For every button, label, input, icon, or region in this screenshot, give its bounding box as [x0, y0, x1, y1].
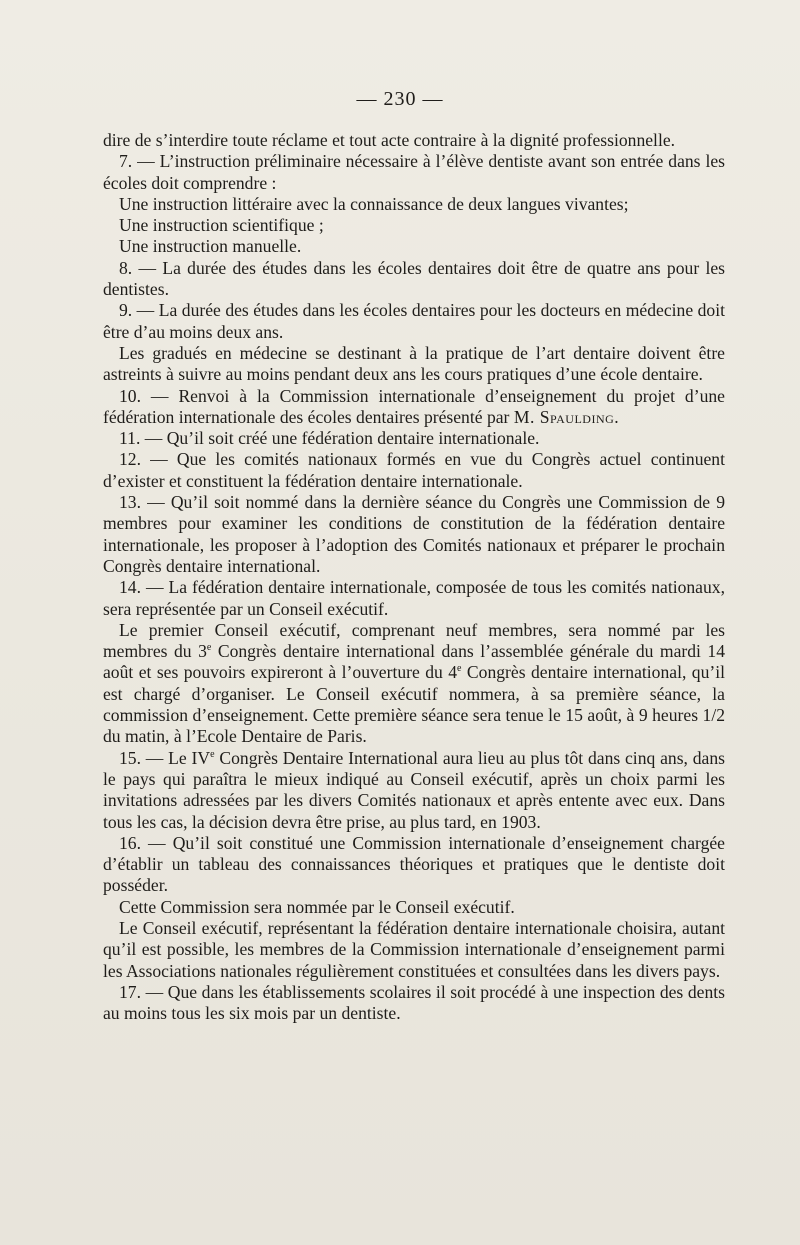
paragraph: dire de s’interdire toute réclame et tout acte contraire à la dignité professionnelle. — [103, 130, 676, 150]
article-8: 8. — La durée des études dans les écoles dentaires doit être de quatre ans pour les dentistes. — [103, 257, 725, 300]
ordinal-suffix: e — [206, 642, 212, 654]
article-16: 16. — Qu’il soit constitué une Commission internationale d’enseignement chargée d’établir un tableau des connaissances théoriques et pratiques que le dentiste doit posséder. — [103, 832, 725, 896]
article-15 — [103, 748, 725, 833]
page-number: — 230 — — [356, 88, 444, 110]
article-12: 12. — Que les comités nationaux formés en vue du Congrès actuel continuent d’exister et constituent la fédération dentaire internationale. — [103, 449, 725, 491]
article-10-text: 10. — Renvoi à la Commission internationale d’enseignement du projet d’une fédération internationale des écoles dentaires présenté par — [103, 385, 725, 427]
article-7: 7. — L’instruction préliminaire nécessaire à l’élève dentiste avant son entrée dans les écoles doit comprendre : — [103, 151, 725, 193]
list-item: Une instruction scientifique ; — [119, 215, 324, 236]
paragraph: Le Conseil exécutif, représentant la fédération dentaire internationale choisira, autant qu’il est possible, les membres de la Commission internationale d’enseignement parmi les Associations nationales régulièrement constituées et consultées dans les divers pays. — [103, 917, 725, 981]
ordinal-number: 4 — [448, 662, 458, 683]
body-text — [103, 130, 725, 1024]
article-13: 13. — Qu’il soit nommé dans la dernière séance du Congrès une Commission de 9 membres pour examiner les conditions de constitution de la fédération dentaire internationale, les proposer à l’adoption des Comités nationaux et préparer le prochain Congrès dentaire international. — [103, 492, 725, 576]
ordinal-number: 3 — [198, 641, 207, 662]
paragraph-part: Le premier Conseil exécutif, comprenant neuf membres, sera nommé par les membres du — [103, 619, 725, 662]
ordinal-suffix: e — [457, 663, 462, 675]
list-item: Une instruction littéraire avec la connaissance de deux langues vivantes; — [119, 193, 629, 214]
paragraph — [103, 620, 725, 748]
article-9: 9. — La durée des études dans les écoles dentaires pour les docteurs en médecine doit être d’au moins deux ans. — [103, 300, 725, 342]
paragraph: Les gradués en médecine se destinant à la pratique de l’art dentaire doivent être astreints à suivre au moins pendant deux ans les cours pratiques d’une école dentaire. — [103, 342, 725, 385]
roman-numeral: IV — [191, 747, 211, 768]
article-14: 14. — La fédération dentaire internationale, composée de tous les comités nationaux, sera représentée par un Conseil exécutif. — [103, 577, 725, 619]
paragraph-part: Congrès Dentaire International aura lieu au plus tôt dans cinq ans, dans le pays qui paraîtra le mieux indiqué au Conseil exécutif, après un choix parmi les invitations adressées par les divers Comités nationaux et après entente avec eux. Dans tous les cas, la décision devra être prise, au plus tard, en 1903. — [103, 747, 725, 832]
article-11: 11. — Qu’il soit créé une fédération dentaire internationale. — [119, 428, 540, 449]
article-17: 17. — Que dans les établissements scolaires il soit procédé à une inspection des dents au moins tous les six mois par un dentiste. — [103, 981, 725, 1024]
author-name: M. Spaulding. — [513, 406, 620, 427]
paragraph: Cette Commission sera nommée par le Conseil exécutif. — [119, 896, 515, 917]
article-10 — [103, 386, 725, 429]
list-item: Une instruction manuelle. — [119, 236, 302, 257]
paragraph-part: 15. — Le — [119, 747, 187, 768]
paragraph-part: Congrès dentaire international, qu’il est chargé d’organiser. Le Conseil exécutif nommera, à sa première séance, la commission d’enseignement. Cette première séance sera tenue le 15 août, à 9 heures 1/2 du matin, à l’Ecole Dentaire de Paris. — [103, 662, 725, 747]
paragraph-part: Congrès dentaire international dans l’assemblée générale du mardi 14 août et ses pouvoirs expireront à l’ouverture du — [103, 641, 726, 683]
ordinal-suffix: e — [210, 748, 215, 760]
